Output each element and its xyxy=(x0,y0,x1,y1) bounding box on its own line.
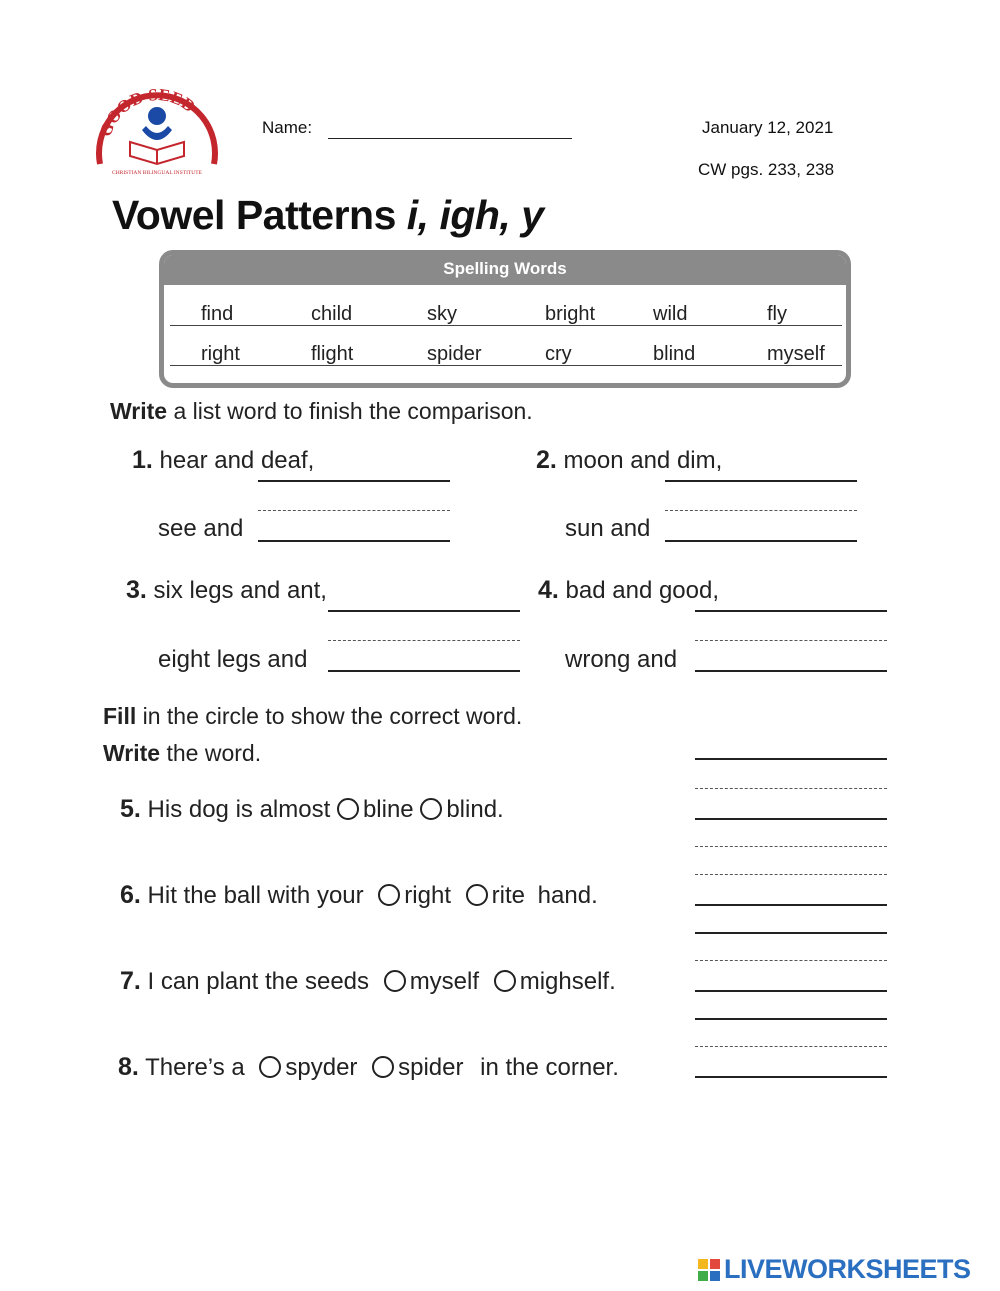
section2-instruction-1 xyxy=(103,703,522,730)
option-label: spider xyxy=(398,1054,464,1081)
answer-line xyxy=(695,932,887,934)
radio-option-2[interactable] xyxy=(466,884,488,906)
spelling-word: sky xyxy=(424,303,460,325)
question-number: 1. xyxy=(132,446,153,474)
guide-line xyxy=(695,788,887,789)
answer-line[interactable] xyxy=(695,904,887,906)
spelling-word: find xyxy=(198,303,236,325)
answer-line[interactable] xyxy=(695,670,887,672)
instruction-text: a list word to finish the comparison. xyxy=(167,398,533,424)
question-text: I can plant the seeds xyxy=(147,968,370,995)
spelling-word: child xyxy=(308,303,355,325)
spelling-word: right xyxy=(198,343,243,365)
answer-line[interactable] xyxy=(258,480,450,482)
name-label: Name: xyxy=(262,118,313,137)
instruction-text: in the circle to show the correct word. xyxy=(136,703,523,729)
title-patterns: i, igh, y xyxy=(406,192,544,238)
question-text-end: hand. xyxy=(537,882,598,909)
instruction-bold: Write xyxy=(103,740,161,766)
spelling-word: fly xyxy=(764,303,790,325)
question-text: His dog is almost xyxy=(147,796,331,823)
radio-option-1[interactable] xyxy=(259,1056,281,1078)
question-number: 6. xyxy=(120,881,141,909)
answer-line[interactable] xyxy=(328,670,520,672)
guide-line xyxy=(665,510,857,511)
guide-line xyxy=(695,846,887,847)
question-text: six legs and ant, xyxy=(153,577,327,604)
spelling-heading: Spelling Words xyxy=(164,255,846,285)
name-field[interactable] xyxy=(328,138,572,139)
pages-text: CW pgs. 233, 238 xyxy=(698,160,835,179)
radio-option-2[interactable] xyxy=(372,1056,394,1078)
question-text: moon and dim, xyxy=(563,447,723,474)
logo-subtext: CHRISTIAN BILINGUAL INSTITUTE xyxy=(112,170,202,176)
question-text: There’s a xyxy=(145,1054,245,1081)
question-1-line2: see and xyxy=(158,515,244,542)
logo-lettering: GOOD SEED xyxy=(95,85,199,140)
answer-line[interactable] xyxy=(258,540,450,542)
guide-line xyxy=(695,960,887,961)
question-number: 7. xyxy=(120,967,141,995)
instruction-bold: Fill xyxy=(103,703,137,729)
question-text: bad and good, xyxy=(565,577,720,604)
option-label: spyder xyxy=(285,1054,358,1081)
answer-line[interactable] xyxy=(665,540,857,542)
school-logo xyxy=(86,78,228,178)
radio-option-1[interactable] xyxy=(337,798,359,820)
spelling-row xyxy=(170,339,842,366)
guide-line xyxy=(695,874,887,875)
option-label: right xyxy=(404,882,451,909)
question-2-line1 xyxy=(536,446,722,475)
instruction-text: the word. xyxy=(160,740,262,766)
option-label: rite xyxy=(491,882,525,909)
answer-line[interactable] xyxy=(695,990,887,992)
question-4-line1 xyxy=(538,576,719,605)
guide-line xyxy=(695,1046,887,1047)
question-8 xyxy=(118,1053,619,1082)
question-text: Hit the ball with your xyxy=(147,882,364,909)
question-3-line1 xyxy=(126,576,327,605)
liveworksheets-logo-icon xyxy=(698,1259,720,1281)
question-5 xyxy=(120,795,504,824)
brand-text: LIVEWORKSHEETS xyxy=(724,1254,971,1284)
question-7 xyxy=(120,967,616,996)
question-number: 3. xyxy=(126,576,147,604)
radio-option-2[interactable] xyxy=(420,798,442,820)
liveworksheets-brand xyxy=(698,1254,971,1285)
question-2-line2: sun and xyxy=(565,515,651,542)
question-4-line2: wrong and xyxy=(565,646,678,673)
spelling-word: bright xyxy=(542,303,598,325)
spelling-word: myself xyxy=(764,343,828,365)
spelling-words-box xyxy=(159,250,851,388)
spelling-word: blind xyxy=(650,343,698,365)
question-3-line2: eight legs and xyxy=(158,646,308,673)
radio-option-1[interactable] xyxy=(378,884,400,906)
answer-line[interactable] xyxy=(695,1076,887,1078)
question-number: 5. xyxy=(120,795,141,823)
question-6 xyxy=(120,881,598,910)
spelling-word: cry xyxy=(542,343,575,365)
answer-line xyxy=(695,758,887,760)
spelling-word: flight xyxy=(308,343,356,365)
guide-line xyxy=(328,640,520,641)
question-1-line1 xyxy=(132,446,314,475)
answer-line[interactable] xyxy=(695,818,887,820)
option-label: bline xyxy=(362,796,414,823)
date-text: January 12, 2021 xyxy=(702,118,834,137)
instruction-bold: Write xyxy=(110,398,168,424)
guide-line xyxy=(695,640,887,641)
question-number: 4. xyxy=(538,576,559,604)
radio-option-1[interactable] xyxy=(384,970,406,992)
guide-line xyxy=(258,510,450,511)
option-label: mighself. xyxy=(519,968,616,995)
answer-line[interactable] xyxy=(665,480,857,482)
question-text-end: in the corner. xyxy=(480,1054,619,1081)
question-number: 2. xyxy=(536,446,557,474)
page-title xyxy=(112,192,544,239)
radio-option-2[interactable] xyxy=(494,970,516,992)
spelling-row xyxy=(170,299,842,326)
spelling-word: wild xyxy=(650,303,690,325)
option-label: blind. xyxy=(446,796,504,823)
question-number: 8. xyxy=(118,1053,139,1081)
spelling-word: spider xyxy=(424,343,484,365)
answer-line[interactable] xyxy=(328,610,520,612)
answer-line xyxy=(695,1018,887,1020)
section2-instruction-2 xyxy=(103,740,261,767)
section1-instruction xyxy=(110,398,533,425)
option-label: myself xyxy=(409,968,480,995)
answer-line[interactable] xyxy=(695,610,887,612)
question-text: hear and deaf, xyxy=(159,447,315,474)
title-main: Vowel Patterns xyxy=(112,192,407,238)
